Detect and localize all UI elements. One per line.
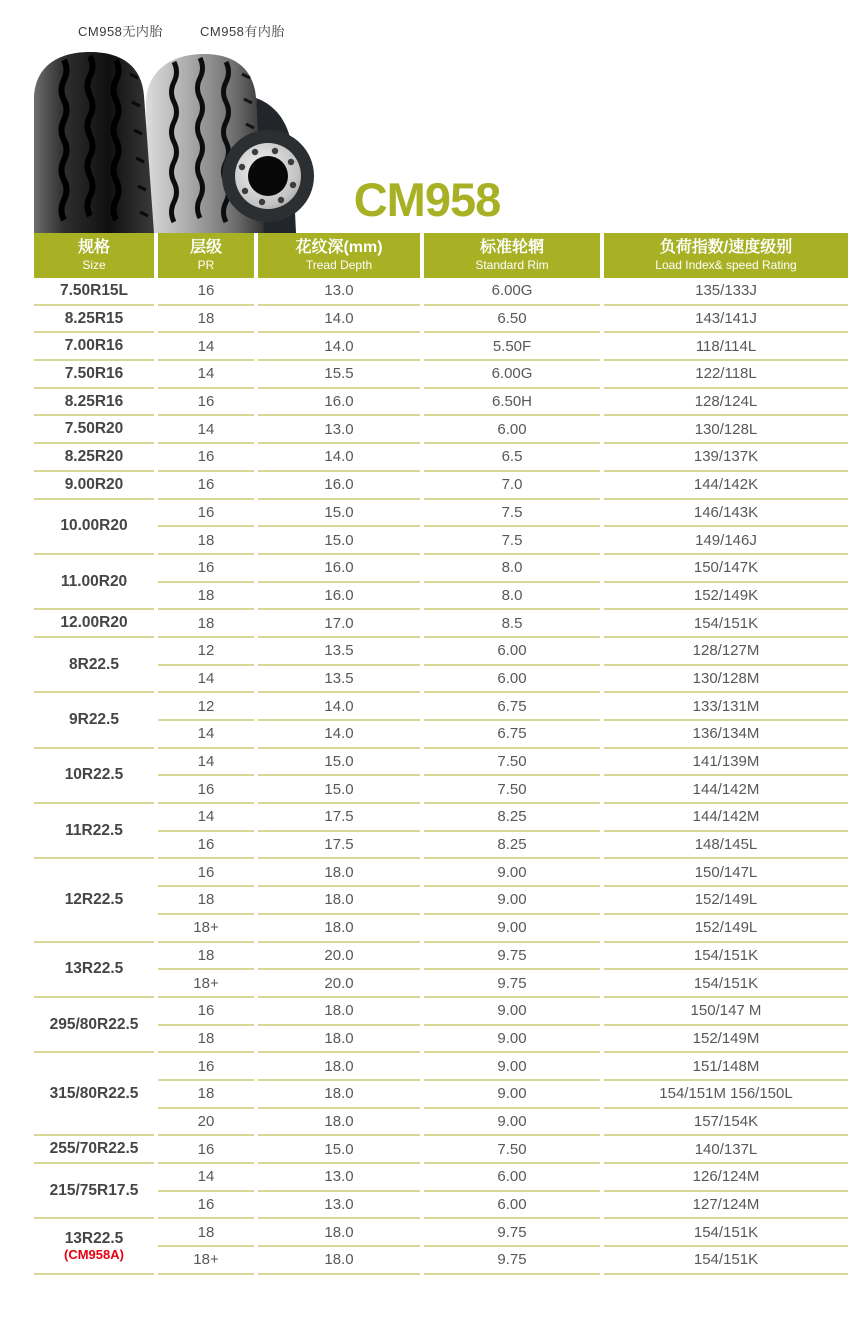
tread-depth-cell: 17.5 <box>258 804 420 832</box>
rim-cell: 6.5 <box>424 444 600 472</box>
tire-right-caption: CM958有内胎 <box>200 24 285 39</box>
pr-cell: 16 <box>158 444 254 472</box>
rim-cell: 6.00G <box>424 278 600 306</box>
rim-cell: 6.00 <box>424 1192 600 1220</box>
tread-depth-cell: 16.0 <box>258 583 420 611</box>
tread-depth-cell: 18.0 <box>258 1053 420 1081</box>
load-index-cell: 154/151K <box>604 610 848 638</box>
tread-depth-cell: 15.0 <box>258 527 420 555</box>
table-row <box>34 1192 848 1220</box>
size-note: (CM958A) <box>64 1246 124 1262</box>
load-index-cell: 154/151M 156/150L <box>604 1081 848 1109</box>
tread-depth-cell: 15.0 <box>258 1136 420 1164</box>
pr-cell: 14 <box>158 804 254 832</box>
rim-cell: 9.00 <box>424 859 600 887</box>
tread-depth-cell: 13.0 <box>258 416 420 444</box>
rim-cell: 8.0 <box>424 583 600 611</box>
col-header-pr <box>158 233 254 278</box>
rim-cell: 7.5 <box>424 527 600 555</box>
table-row <box>34 776 848 804</box>
tread-depth-cell: 13.5 <box>258 666 420 694</box>
rim-cell: 9.75 <box>424 1219 600 1247</box>
pr-cell: 18 <box>158 1219 254 1247</box>
table-row <box>34 583 848 611</box>
tread-depth-cell: 15.0 <box>258 500 420 528</box>
pr-cell: 16 <box>158 776 254 804</box>
size-cell <box>34 1219 154 1274</box>
table-row <box>34 361 848 389</box>
load-index-cell: 128/127M <box>604 638 848 666</box>
size-cell <box>34 444 154 472</box>
pr-cell: 12 <box>158 638 254 666</box>
size-cell <box>34 804 154 859</box>
rim-cell: 8.0 <box>424 555 600 583</box>
pr-cell: 16 <box>158 859 254 887</box>
tread-depth-cell: 14.0 <box>258 333 420 361</box>
pr-cell: 16 <box>158 555 254 583</box>
pr-cell: 18 <box>158 943 254 971</box>
size-cell <box>34 333 154 361</box>
load-index-cell: 154/151K <box>604 943 848 971</box>
load-index-cell: 126/124M <box>604 1164 848 1192</box>
size-cell <box>34 389 154 417</box>
pr-cell: 20 <box>158 1109 254 1137</box>
size-label: 12.00R20 <box>60 614 128 632</box>
rim-cell: 6.00 <box>424 666 600 694</box>
tread-depth-cell: 20.0 <box>258 970 420 998</box>
size-label: 7.50R15L <box>59 281 129 299</box>
pr-cell: 16 <box>158 998 254 1026</box>
rim-cell: 7.5 <box>424 500 600 528</box>
tread-depth-cell: 15.0 <box>258 749 420 777</box>
rim-cell: 9.00 <box>424 1026 600 1054</box>
table-row <box>34 666 848 694</box>
tread-depth-cell: 18.0 <box>258 1026 420 1054</box>
size-label: 11R22.5 <box>65 821 123 839</box>
size-cell <box>34 693 154 748</box>
col-header-tread-depth-en: Tread Depth <box>305 258 373 273</box>
table-row <box>34 500 848 528</box>
rim-cell: 7.0 <box>424 472 600 500</box>
tread-depth-cell: 16.0 <box>258 555 420 583</box>
tread-depth-cell: 17.0 <box>258 610 420 638</box>
col-header-tread-depth <box>258 233 420 278</box>
col-header-size-zh: 规格 <box>77 239 110 257</box>
load-index-cell: 154/151K <box>604 1247 848 1275</box>
load-index-cell: 152/149L <box>604 915 848 943</box>
size-label: 8.25R20 <box>64 448 124 466</box>
tread-depth-cell: 18.0 <box>258 915 420 943</box>
table-row <box>34 1081 848 1109</box>
header-row <box>34 233 848 278</box>
size-label: 8.25R15 <box>64 309 124 327</box>
col-header-size-en: Size <box>82 258 106 273</box>
col-header-load-index-en: Load Index& speed Rating <box>655 258 797 273</box>
spec-table-body <box>34 278 848 1275</box>
tread-depth-cell: 14.0 <box>258 721 420 749</box>
load-index-cell: 144/142M <box>604 804 848 832</box>
size-label: 13R22.5 <box>64 960 124 978</box>
rim-cell: 6.00 <box>424 638 600 666</box>
tread-depth-cell: 20.0 <box>258 943 420 971</box>
size-cell <box>34 416 154 444</box>
tread-depth-cell: 13.5 <box>258 638 420 666</box>
size-cell <box>34 998 154 1053</box>
tread-depth-cell: 18.0 <box>258 998 420 1026</box>
tread-depth-cell: 17.5 <box>258 832 420 860</box>
pr-cell: 16 <box>158 1136 254 1164</box>
size-cell <box>34 361 154 389</box>
table-row <box>34 444 848 472</box>
rim-cell: 6.00 <box>424 416 600 444</box>
table-row <box>34 1053 848 1081</box>
size-label: 7.50R16 <box>64 365 124 382</box>
pr-cell: 18 <box>158 610 254 638</box>
load-index-cell: 135/133J <box>604 278 848 306</box>
load-index-cell: 130/128L <box>604 416 848 444</box>
table-row <box>34 1247 848 1275</box>
tread-depth-cell: 13.0 <box>258 1164 420 1192</box>
table-row <box>34 278 848 306</box>
load-index-cell: 143/141J <box>604 306 848 334</box>
load-index-cell: 157/154K <box>604 1109 848 1137</box>
size-cell <box>34 943 154 998</box>
load-index-cell: 146/143K <box>604 500 848 528</box>
size-label: 12R22.5 <box>64 891 124 909</box>
tread-depth-cell: 14.0 <box>258 444 420 472</box>
table-row <box>34 610 848 638</box>
tread-depth-cell: 15.5 <box>258 361 420 389</box>
size-cell <box>34 555 154 610</box>
tread-depth-cell: 18.0 <box>258 887 420 915</box>
table-row <box>34 306 848 334</box>
pr-cell: 16 <box>158 832 254 860</box>
col-header-standard-rim-en: Standard Rim <box>475 258 549 273</box>
size-cell <box>34 1164 154 1219</box>
table-row <box>34 333 848 361</box>
load-index-cell: 152/149L <box>604 887 848 915</box>
size-cell <box>34 500 154 555</box>
size-cell <box>34 1136 154 1164</box>
load-index-cell: 133/131M <box>604 693 848 721</box>
size-label: 10R22.5 <box>64 766 124 784</box>
rim-cell: 9.00 <box>424 1053 600 1081</box>
load-index-cell: 127/124M <box>604 1192 848 1220</box>
pr-cell: 14 <box>158 416 254 444</box>
tread-depth-cell: 18.0 <box>258 1247 420 1275</box>
size-label: 295/80R22.5 <box>49 1015 139 1033</box>
load-index-cell: 148/145L <box>604 832 848 860</box>
pr-cell: 18 <box>158 1081 254 1109</box>
rim-cell: 9.00 <box>424 915 600 943</box>
tread-depth-cell: 15.0 <box>258 776 420 804</box>
rim-cell: 6.50 <box>424 306 600 334</box>
size-label: 10.00R20 <box>60 517 128 535</box>
table-row <box>34 970 848 998</box>
col-header-pr-zh: 层级 <box>189 239 222 257</box>
load-index-cell: 118/114L <box>604 333 848 361</box>
size-cell <box>34 278 154 306</box>
table-row <box>34 1136 848 1164</box>
load-index-cell: 130/128M <box>604 666 848 694</box>
pr-cell: 18+ <box>158 970 254 998</box>
rim-cell: 8.25 <box>424 832 600 860</box>
pr-cell: 18 <box>158 583 254 611</box>
size-cell <box>34 859 154 942</box>
table-row <box>34 943 848 971</box>
load-index-cell: 139/137K <box>604 444 848 472</box>
rim-cell: 9.75 <box>424 1247 600 1275</box>
col-header-size <box>34 233 154 278</box>
rim-cell: 6.50H <box>424 389 600 417</box>
pr-cell: 16 <box>158 472 254 500</box>
size-cell <box>34 1053 154 1136</box>
size-label: 9R22.5 <box>69 711 119 729</box>
rim-cell: 9.00 <box>424 1081 600 1109</box>
table-row <box>34 527 848 555</box>
tread-depth-cell: 16.0 <box>258 389 420 417</box>
pr-cell: 18+ <box>158 915 254 943</box>
load-index-cell: 136/134M <box>604 721 848 749</box>
load-index-cell: 149/146J <box>604 527 848 555</box>
table-row <box>34 998 848 1026</box>
size-label: 315/80R22.5 <box>49 1084 139 1102</box>
table-row <box>34 389 848 417</box>
table-row <box>34 638 848 666</box>
size-label: 255/70R22.5 <box>49 1140 139 1158</box>
pr-cell: 16 <box>158 278 254 306</box>
table-row <box>34 1219 848 1247</box>
pr-cell: 16 <box>158 500 254 528</box>
load-index-cell: 151/148M <box>604 1053 848 1081</box>
size-label: 7.50R20 <box>64 420 124 438</box>
rim-cell: 6.00 <box>424 1164 600 1192</box>
col-header-standard-rim-zh: 标准轮辋 <box>479 239 544 257</box>
table-row <box>34 472 848 500</box>
pr-cell: 16 <box>158 389 254 417</box>
load-index-cell: 128/124L <box>604 389 848 417</box>
pr-cell: 14 <box>158 721 254 749</box>
size-label: 11.00R20 <box>60 572 128 590</box>
size-cell <box>34 749 154 804</box>
size-label: 13R22.5 <box>64 1230 124 1247</box>
col-header-tread-depth-zh: 花纹深(mm) <box>295 239 383 257</box>
rim-cell: 9.75 <box>424 970 600 998</box>
tire-left-caption: CM958无内胎 <box>78 24 163 39</box>
rim-cell: 7.50 <box>424 749 600 777</box>
table-row <box>34 749 848 777</box>
rim-cell: 8.25 <box>424 804 600 832</box>
size-cell <box>34 638 154 693</box>
col-header-standard-rim <box>424 233 600 278</box>
size-label: 8R22.5 <box>69 655 119 673</box>
tread-depth-cell: 18.0 <box>258 1109 420 1137</box>
rim-cell: 9.00 <box>424 1109 600 1137</box>
pr-cell: 18 <box>158 887 254 915</box>
load-index-cell: 140/137L <box>604 1136 848 1164</box>
rim-cell: 8.5 <box>424 610 600 638</box>
load-index-cell: 150/147 M <box>604 998 848 1026</box>
pr-cell: 18 <box>158 1026 254 1054</box>
rim-cell: 6.00G <box>424 361 600 389</box>
size-label: 215/75R17.5 <box>49 1181 139 1199</box>
rim-cell: 7.50 <box>424 1136 600 1164</box>
pr-cell: 16 <box>158 1053 254 1081</box>
table-row <box>34 887 848 915</box>
rim-cell: 6.75 <box>424 693 600 721</box>
size-label: 7.00R16 <box>64 337 124 355</box>
table-row <box>34 416 848 444</box>
pr-cell: 14 <box>158 666 254 694</box>
tread-depth-cell: 13.0 <box>258 278 420 306</box>
rim-cell: 9.75 <box>424 943 600 971</box>
col-header-load-index-zh: 负荷指数/速度级别 <box>659 239 793 257</box>
col-header-pr-en: PR <box>197 258 215 273</box>
table-row <box>34 915 848 943</box>
table-row <box>34 1026 848 1054</box>
load-index-cell: 154/151K <box>604 1219 848 1247</box>
table-row <box>34 1109 848 1137</box>
load-index-cell: 154/151K <box>604 970 848 998</box>
tread-depth-cell: 14.0 <box>258 693 420 721</box>
pr-cell: 18 <box>158 306 254 334</box>
tread-depth-cell: 16.0 <box>258 472 420 500</box>
load-index-cell: 141/139M <box>604 749 848 777</box>
tread-depth-cell: 18.0 <box>258 859 420 887</box>
size-label: 8.25R16 <box>64 392 124 410</box>
col-header-load-index <box>604 233 848 278</box>
size-label: 9.00R20 <box>64 475 124 493</box>
rim-cell: 6.75 <box>424 721 600 749</box>
table-row <box>34 555 848 583</box>
load-index-cell: 122/118L <box>604 361 848 389</box>
pr-cell: 14 <box>158 361 254 389</box>
tread-depth-cell: 13.0 <box>258 1192 420 1220</box>
load-index-cell: 150/147K <box>604 555 848 583</box>
pr-cell: 14 <box>158 333 254 361</box>
rim-cell: 9.00 <box>424 887 600 915</box>
table-row <box>34 1164 848 1192</box>
table-row <box>34 721 848 749</box>
table-row <box>34 804 848 832</box>
pr-cell: 18+ <box>158 1247 254 1275</box>
pr-cell: 14 <box>158 1164 254 1192</box>
pr-cell: 18 <box>158 527 254 555</box>
table-row <box>34 832 848 860</box>
table-row <box>34 859 848 887</box>
rim-cell: 5.50F <box>424 333 600 361</box>
pr-cell: 12 <box>158 693 254 721</box>
load-index-cell: 152/149M <box>604 1026 848 1054</box>
load-index-cell: 144/142K <box>604 472 848 500</box>
rim-cell: 7.50 <box>424 776 600 804</box>
table-row <box>34 693 848 721</box>
pr-cell: 14 <box>158 749 254 777</box>
pr-cell: 16 <box>158 1192 254 1220</box>
page-title: CM958 <box>353 173 501 226</box>
size-cell <box>34 610 154 638</box>
load-index-cell: 150/147L <box>604 859 848 887</box>
load-index-cell: 152/149K <box>604 583 848 611</box>
rim-cell: 9.00 <box>424 998 600 1026</box>
tread-depth-cell: 18.0 <box>258 1081 420 1109</box>
load-index-cell: 144/142M <box>604 776 848 804</box>
tread-depth-cell: 18.0 <box>258 1219 420 1247</box>
size-cell <box>34 306 154 334</box>
size-cell <box>34 472 154 500</box>
spec-table <box>30 233 852 1275</box>
tread-depth-cell: 14.0 <box>258 306 420 334</box>
